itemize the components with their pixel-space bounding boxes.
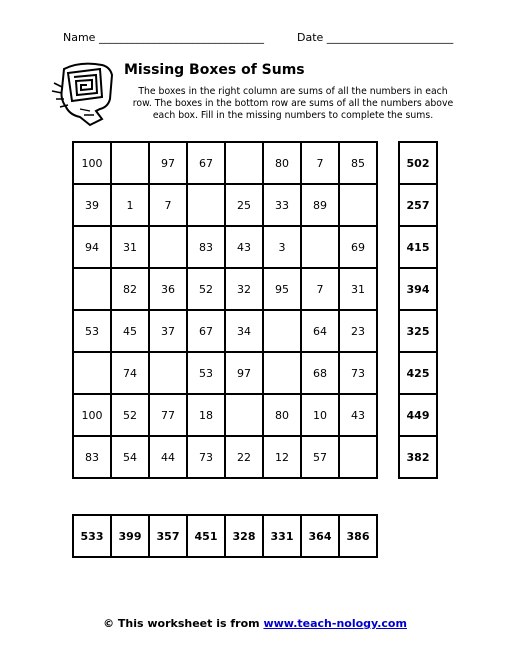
number-box: 39	[72, 183, 112, 227]
column-sum-box: 331	[262, 514, 302, 558]
column-sum-box: 364	[300, 514, 340, 558]
footer-link[interactable]: www.teach-nology.com	[263, 617, 407, 630]
instructions-text: The boxes in the right column are sums of all the numbers in each row. The boxes in the bottom row are sums of all the numbers above each box. Fill in the missing numbers to complete the sums.	[132, 86, 454, 121]
column-sum-box: 386	[338, 514, 378, 558]
number-box: 69	[338, 225, 378, 269]
blank-answer-box[interactable]	[72, 267, 112, 311]
blank-answer-box[interactable]	[148, 225, 188, 269]
number-box: 53	[186, 351, 226, 395]
number-box: 52	[110, 393, 150, 437]
blank-answer-box[interactable]	[148, 351, 188, 395]
column-sum-box: 357	[148, 514, 188, 558]
number-box: 3	[262, 225, 302, 269]
number-box: 77	[148, 393, 188, 437]
blank-answer-box[interactable]	[110, 141, 150, 185]
number-box: 64	[300, 309, 340, 353]
footer-credit	[0, 617, 510, 630]
head-logo-icon	[50, 59, 122, 129]
number-box: 68	[300, 351, 340, 395]
number-box: 25	[224, 183, 264, 227]
row-sum-box: 415	[398, 225, 438, 269]
number-box: 97	[224, 351, 264, 395]
number-box: 31	[338, 267, 378, 311]
number-box: 95	[262, 267, 302, 311]
name-field[interactable]: Name ______________________________	[63, 31, 264, 44]
number-box: 10	[300, 393, 340, 437]
date-field[interactable]: Date _______________________	[297, 31, 454, 44]
number-box: 83	[72, 435, 112, 479]
page-title: Missing Boxes of Sums	[124, 62, 305, 78]
column-sum-box: 399	[110, 514, 150, 558]
number-box: 83	[186, 225, 226, 269]
row-sum-box: 257	[398, 183, 438, 227]
number-box: 23	[338, 309, 378, 353]
number-box: 82	[110, 267, 150, 311]
number-box: 36	[148, 267, 188, 311]
number-box: 80	[262, 393, 302, 437]
column-sum-box: 451	[186, 514, 226, 558]
row-sum-box: 394	[398, 267, 438, 311]
number-box: 22	[224, 435, 264, 479]
blank-answer-box[interactable]	[338, 435, 378, 479]
number-box: 32	[224, 267, 264, 311]
blank-answer-box[interactable]	[262, 309, 302, 353]
blank-answer-box[interactable]	[72, 351, 112, 395]
row-sum-box: 502	[398, 141, 438, 185]
number-box: 7	[300, 141, 340, 185]
row-sum-box: 382	[398, 435, 438, 479]
blank-answer-box[interactable]	[338, 183, 378, 227]
number-box: 45	[110, 309, 150, 353]
row-sum-box: 325	[398, 309, 438, 353]
number-box: 43	[224, 225, 264, 269]
number-box: 44	[148, 435, 188, 479]
number-box: 43	[338, 393, 378, 437]
number-box: 54	[110, 435, 150, 479]
number-box: 18	[186, 393, 226, 437]
number-box: 89	[300, 183, 340, 227]
number-box: 100	[72, 141, 112, 185]
blank-answer-box[interactable]	[224, 141, 264, 185]
number-box: 7	[300, 267, 340, 311]
number-box: 53	[72, 309, 112, 353]
number-box: 100	[72, 393, 112, 437]
number-box: 52	[186, 267, 226, 311]
number-box: 12	[262, 435, 302, 479]
blank-answer-box[interactable]	[262, 351, 302, 395]
footer-text: © This worksheet is from	[103, 617, 264, 630]
number-box: 73	[338, 351, 378, 395]
number-box: 1	[110, 183, 150, 227]
blank-answer-box[interactable]	[300, 225, 340, 269]
number-box: 33	[262, 183, 302, 227]
number-box: 31	[110, 225, 150, 269]
number-box: 74	[110, 351, 150, 395]
number-box: 97	[148, 141, 188, 185]
number-box: 73	[186, 435, 226, 479]
number-box: 80	[262, 141, 302, 185]
column-sum-box: 328	[224, 514, 264, 558]
number-box: 85	[338, 141, 378, 185]
number-box: 7	[148, 183, 188, 227]
number-box: 57	[300, 435, 340, 479]
row-sum-box: 425	[398, 351, 438, 395]
row-sum-box: 449	[398, 393, 438, 437]
number-box: 37	[148, 309, 188, 353]
number-box: 34	[224, 309, 264, 353]
number-box: 67	[186, 141, 226, 185]
blank-answer-box[interactable]	[224, 393, 264, 437]
blank-answer-box[interactable]	[186, 183, 226, 227]
column-sum-box: 533	[72, 514, 112, 558]
number-box: 67	[186, 309, 226, 353]
number-box: 94	[72, 225, 112, 269]
